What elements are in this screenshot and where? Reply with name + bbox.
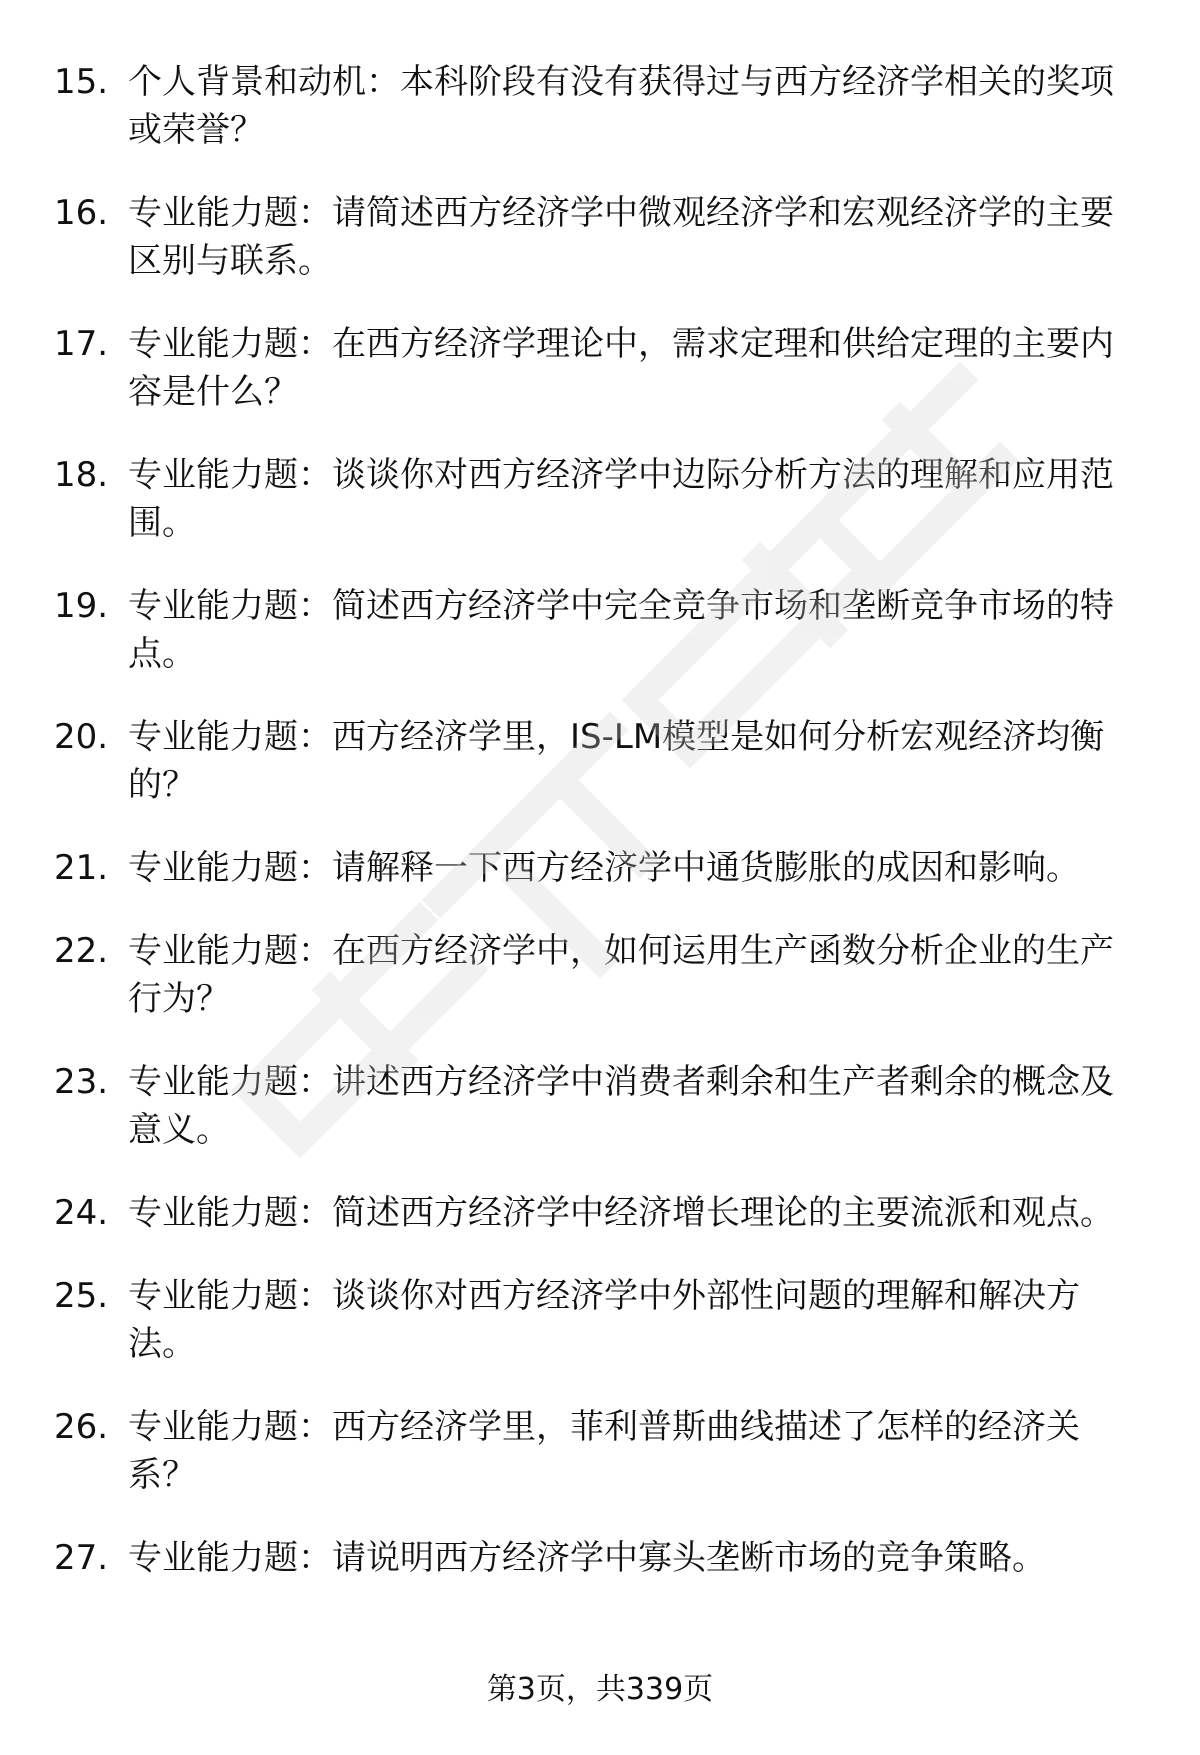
page-footer: 第3页，共339页 — [486, 1672, 714, 1707]
question-number: 25. — [54, 1276, 109, 1316]
question-item — [0, 927, 1200, 1023]
question-item — [0, 451, 1200, 547]
question-item — [0, 844, 1200, 892]
question-item — [0, 58, 1200, 154]
question-number: 23. — [54, 1062, 109, 1102]
question-item — [0, 713, 1200, 809]
question-number: 26. — [54, 1407, 109, 1447]
question-item — [0, 1058, 1200, 1154]
question-number: 18. — [54, 455, 109, 495]
question-number: 24. — [54, 1193, 109, 1233]
question-item — [0, 1272, 1200, 1368]
question-item — [0, 1189, 1200, 1237]
question-item — [0, 1403, 1200, 1499]
question-text: 专业能力题：西方经济学里，菲利普斯曲线描述了怎样的经济关系？ — [128, 1407, 1080, 1495]
question-text: 专业能力题：谈谈你对西方经济学中边际分析方法的理解和应用范围。 — [128, 455, 1114, 543]
question-text: 专业能力题：请解释一下西方经济学中通货膨胀的成因和影响。 — [128, 848, 1080, 888]
question-text: 专业能力题：简述西方经济学中经济增长理论的主要流派和观点。 — [128, 1193, 1114, 1233]
question-text: 专业能力题：在西方经济学中，如何运用生产函数分析企业的生产行为？ — [128, 931, 1114, 1019]
question-text: 专业能力题：请简述西方经济学中微观经济学和宏观经济学的主要区别与联系。 — [128, 193, 1114, 281]
question-number: 27. — [54, 1538, 109, 1578]
question-item — [0, 1534, 1200, 1582]
question-text: 专业能力题：讲述西方经济学中消费者剩余和生产者剩余的概念及意义。 — [128, 1062, 1114, 1150]
question-number: 15. — [54, 62, 109, 102]
question-item — [0, 189, 1200, 285]
question-number: 21. — [54, 848, 109, 888]
question-text: 个人背景和动机：本科阶段有没有获得过与西方经济学相关的奖项或荣誉？ — [128, 62, 1114, 150]
question-item — [0, 582, 1200, 678]
question-text: 专业能力题：请说明西方经济学中寡头垄断市场的竞争策略。 — [128, 1538, 1046, 1578]
question-text: 专业能力题：谈谈你对西方经济学中外部性问题的理解和解决方法。 — [128, 1276, 1080, 1364]
question-number: 17. — [54, 324, 109, 364]
question-number: 19. — [54, 586, 109, 626]
question-number: 22. — [54, 931, 109, 971]
question-number: 20. — [54, 717, 109, 757]
question-text: 专业能力题：西方经济学里，IS-LM模型是如何分析宏观经济均衡的？ — [128, 717, 1105, 805]
question-list — [0, 58, 1200, 1617]
question-item — [0, 320, 1200, 416]
question-number: 16. — [54, 193, 109, 233]
question-text: 专业能力题：简述西方经济学中完全竞争市场和垄断竞争市场的特点。 — [128, 586, 1114, 674]
question-text: 专业能力题：在西方经济学理论中，需求定理和供给定理的主要内容是什么？ — [128, 324, 1114, 412]
